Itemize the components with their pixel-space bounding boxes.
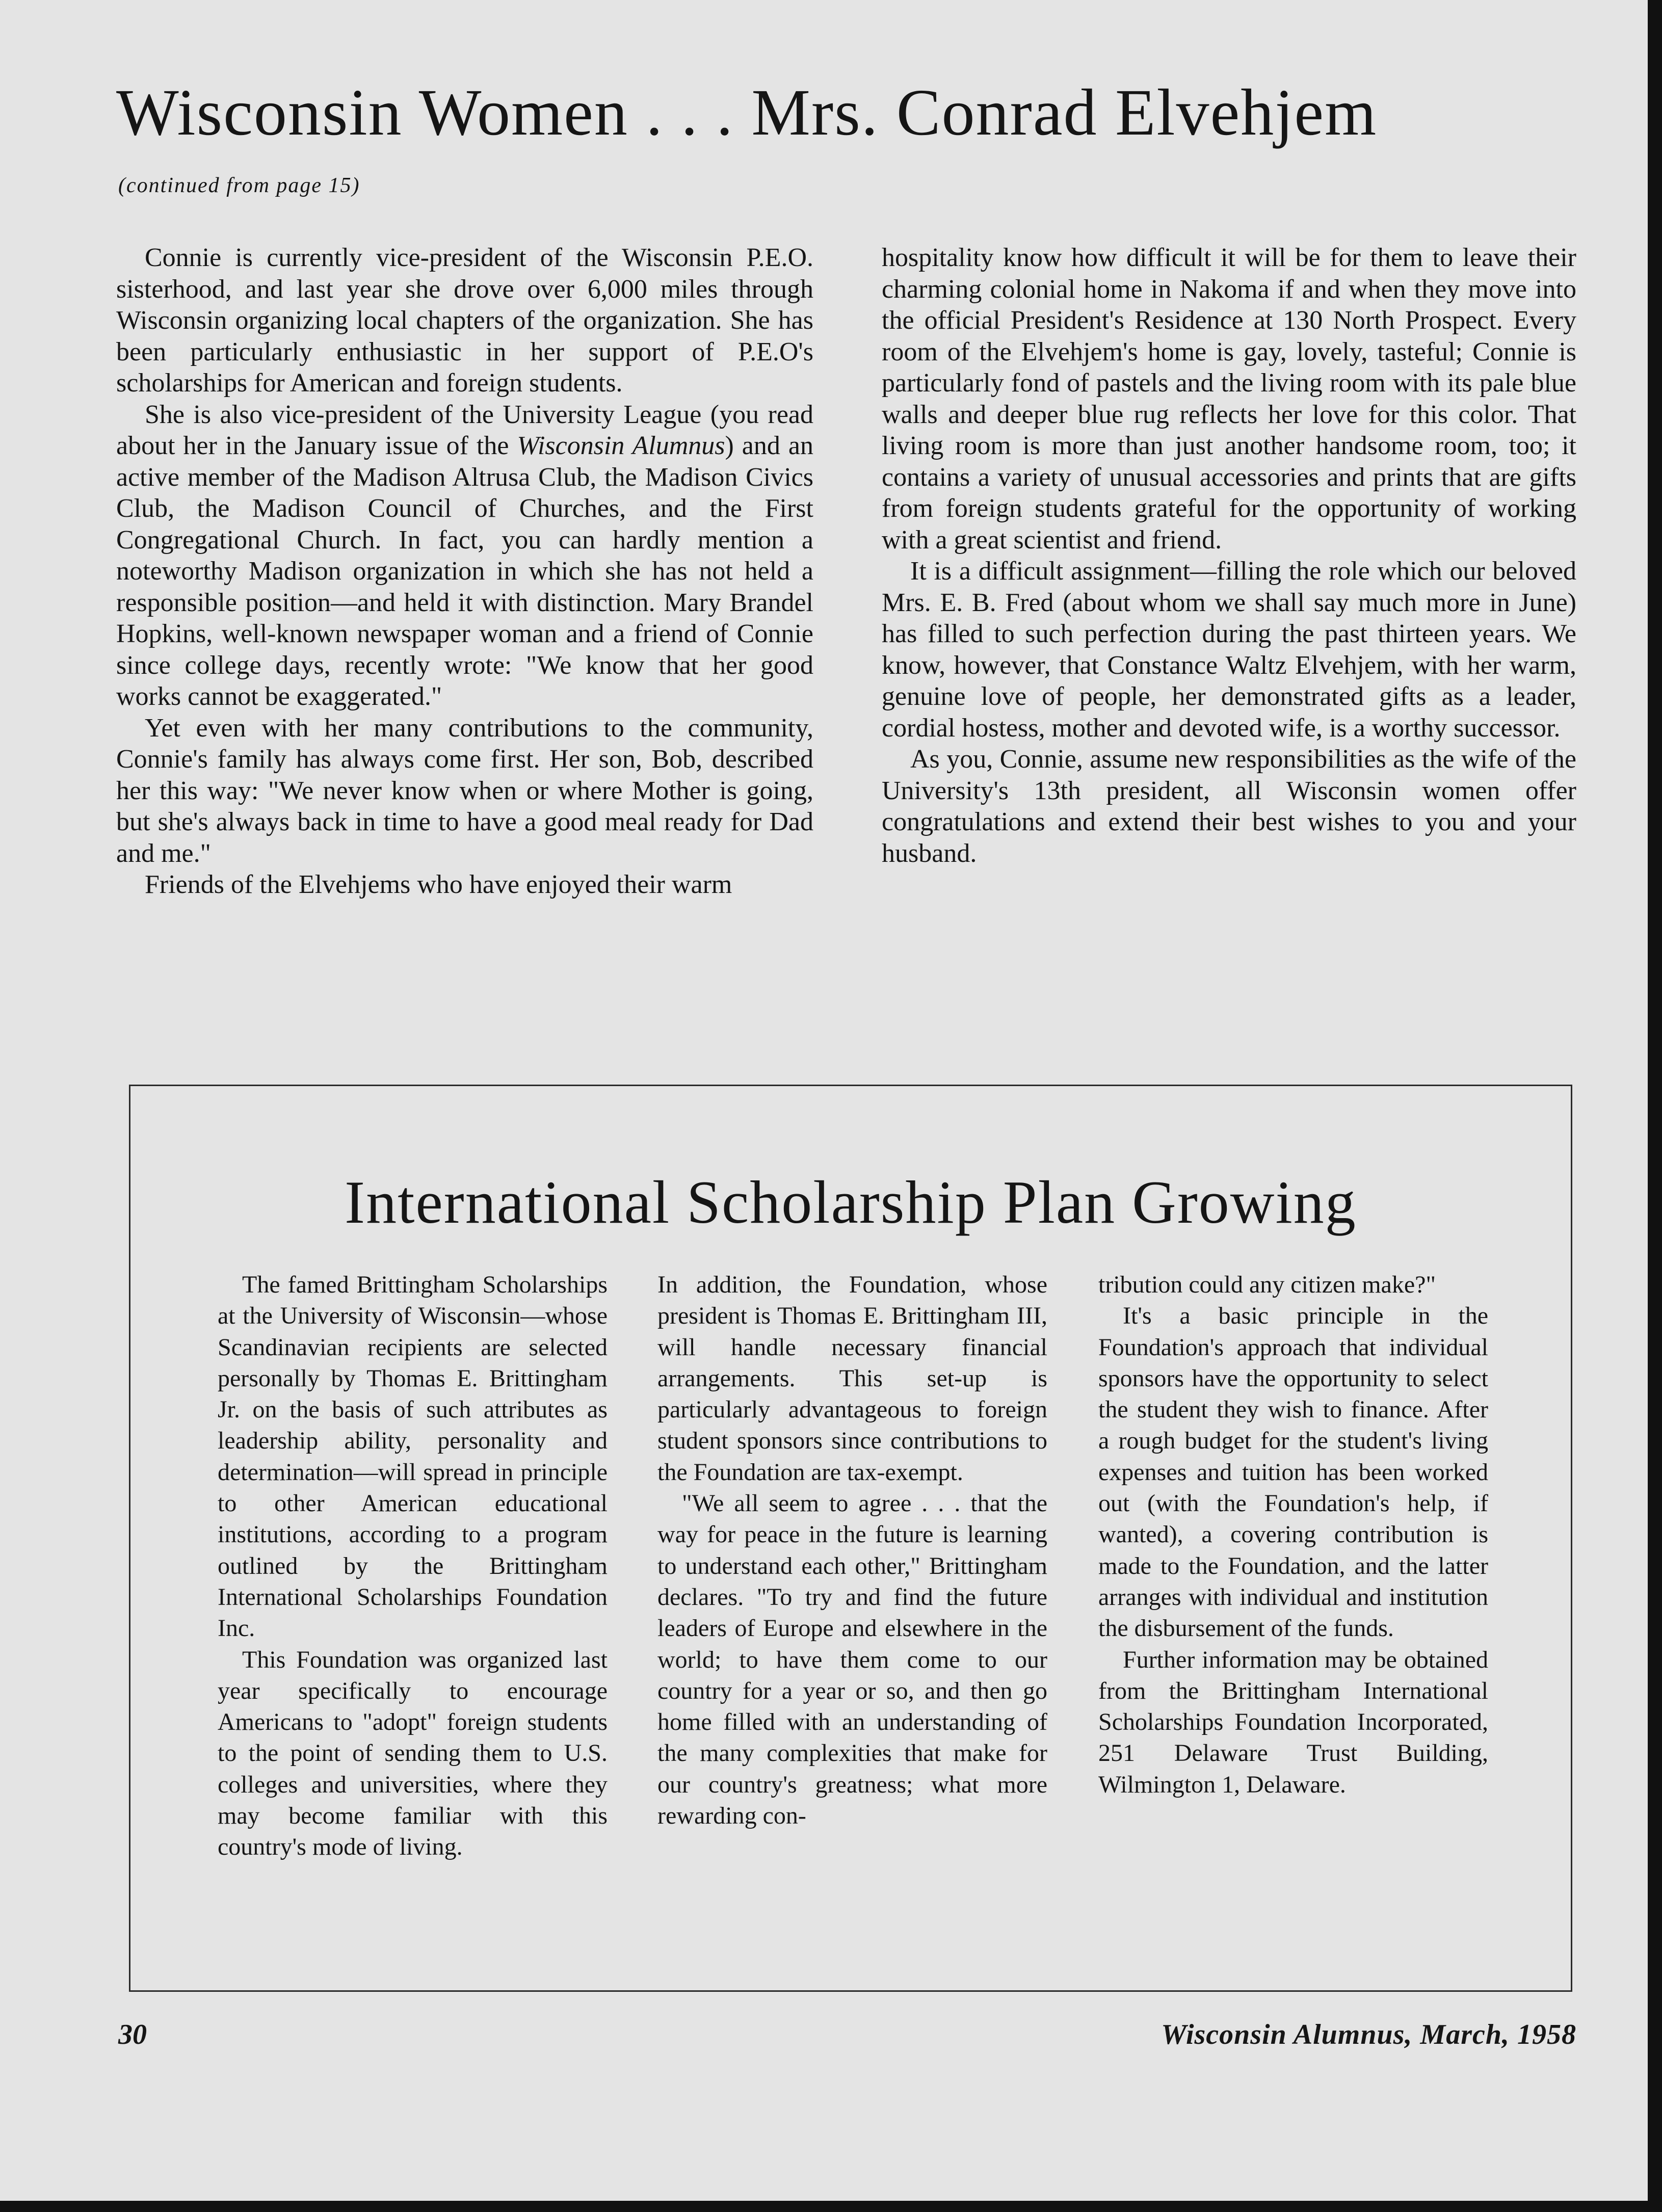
continued-note: (continued from page 15) xyxy=(118,174,360,197)
box-column-3 xyxy=(1098,1269,1488,1800)
box-paragraph: tribution could any citizen make?" xyxy=(1098,1271,1436,1298)
box-headline: International Scholarship Plan Growing xyxy=(345,1168,1357,1236)
box-paragraph: Further information may be obtained from the Brittingham International Scholarships Foundation Incorporated, 251 Delaware Trust Building, Wilmington 1, Delaware. xyxy=(1098,1646,1488,1798)
box-paragraph: The famed Brittingham Scholarships at the University of Wisconsin—whose Scandinavian recipients are selected personally by Thomas E. Brittingham Jr. on the basis of such attributes as leadership ability, personality and determination—will spread in principle to other American educational institutions, according to a program outlined by the Brittingham International Scholarships Foundation Inc. xyxy=(218,1271,608,1642)
scan-edge-bottom xyxy=(0,2201,1662,2212)
article-column-1 xyxy=(116,242,813,901)
page-number: 30 xyxy=(118,2019,147,2050)
box-paragraph: It's a basic principle in the Foundation's approach that individual sponsors have the opportunity to select the student they wish to finance. After a rough budget for the student's living expenses and tuition has been worked out (with the Foundation's help, if wanted), a covering contribution is made to the Foundation, and the latter arranges with individual and institution the disbursement of the funds. xyxy=(1098,1302,1488,1642)
magazine-name-italic: Wisconsin Alumnus xyxy=(517,431,725,460)
box-paragraph: In addition, the Foundation, whose president is Thomas E. Brittingham III, will handle necessary financial arrangements. This set-up is particularly advantageous to foreign student sponsors since contributions to the Foundation are tax-exempt. xyxy=(657,1271,1047,1486)
box-paragraph: This Foundation was organized last year specifically to encourage Americans to "adopt" foreign students to the point of sending them to U.S. colleges and universities, where they may become familiar with this country's mode of living. xyxy=(218,1646,608,1861)
article-paragraph: It is a difficult assignment—filling the role which our beloved Mrs. E. B. Fred (about whom we shall say much more in June) has filled to such perfection during the past thirteen years. We know, however, that Constance Waltz Elvehjem, with her warm, genuine love of people, her demonstrated gifts as a leader, cordial hostess, mother and devoted wife, is a worthy successor. xyxy=(882,557,1576,743)
article-paragraph: hospitality know how difficult it will be for them to leave their charming colonial home in Nakoma if and when they move into the official President's Residence at 130 North Prospect. Every room of the Elvehjem's home is gay, lovely, tasteful; Connie is particularly fond of pastels and the living room with its pale blue walls and deeper blue rug reflects her love for this color. That living room is more than just another handsome room, too; it contains a variety of unusual accessories and prints that are gifts from foreign students grateful for the opportunity of working with a great scientist and friend. xyxy=(882,243,1576,555)
box-column-2 xyxy=(657,1269,1047,1831)
article-paragraph: Yet even with her many contributions to the community, Connie's family has always come first. Her son, Bob, described her this way: "We never know when or where Mother is going, but she's always back in time to have a good meal ready for Dad and me." xyxy=(116,713,813,868)
box-paragraph: "We all seem to agree . . . that the way for peace in the future is learning to understand each other," Brittingham declares. "To try and find the future leaders of Europe and elsewhere in the world; to have them come to our country for a year or so, and then go home filled with an understanding of the many complexities that make for our country's greatness; what more rewarding con- xyxy=(657,1490,1047,1830)
article-paragraph: Connie is currently vice-president of the Wisconsin P.E.O. sisterhood, and last year she drove over 6,000 miles through Wisconsin organizing local chapters of the organization. She has been particularly enthusiastic in her support of P.E.O's scholarships for American and foreign students. xyxy=(116,243,813,398)
box-column-1 xyxy=(218,1269,608,1863)
article-paragraph: She is also vice-president of the University League (you read about her in the January issue of the Wisconsin Alumnus) and an active member of the Madison Altrusa Club, the Madison Civics Club, the Madison Council of Churches, and the First Congregational Church. In fact, you can hardly mention a noteworthy Madison organization in which she has not held a responsible position—and held it with distinction. Mary Brandel Hopkins, well-known newspaper woman and a friend of Connie since college days, recently wrote: "We know that her good works cannot be exaggerated." xyxy=(116,400,813,711)
publication-line: Wisconsin Alumnus, March, 1958 xyxy=(1161,2019,1576,2050)
page-title: Wisconsin Women . . . Mrs. Conrad Elvehjem xyxy=(116,76,1378,149)
article-column-2 xyxy=(882,242,1576,869)
article-paragraph: As you, Connie, assume new responsibilities as the wife of the University's 13th president, all Wisconsin women offer congratulations and extend their best wishes to you and your husband. xyxy=(882,745,1576,868)
article-paragraph: Friends of the Elvehjems who have enjoyed their warm xyxy=(145,870,732,899)
scan-edge-right xyxy=(1648,0,1662,2212)
